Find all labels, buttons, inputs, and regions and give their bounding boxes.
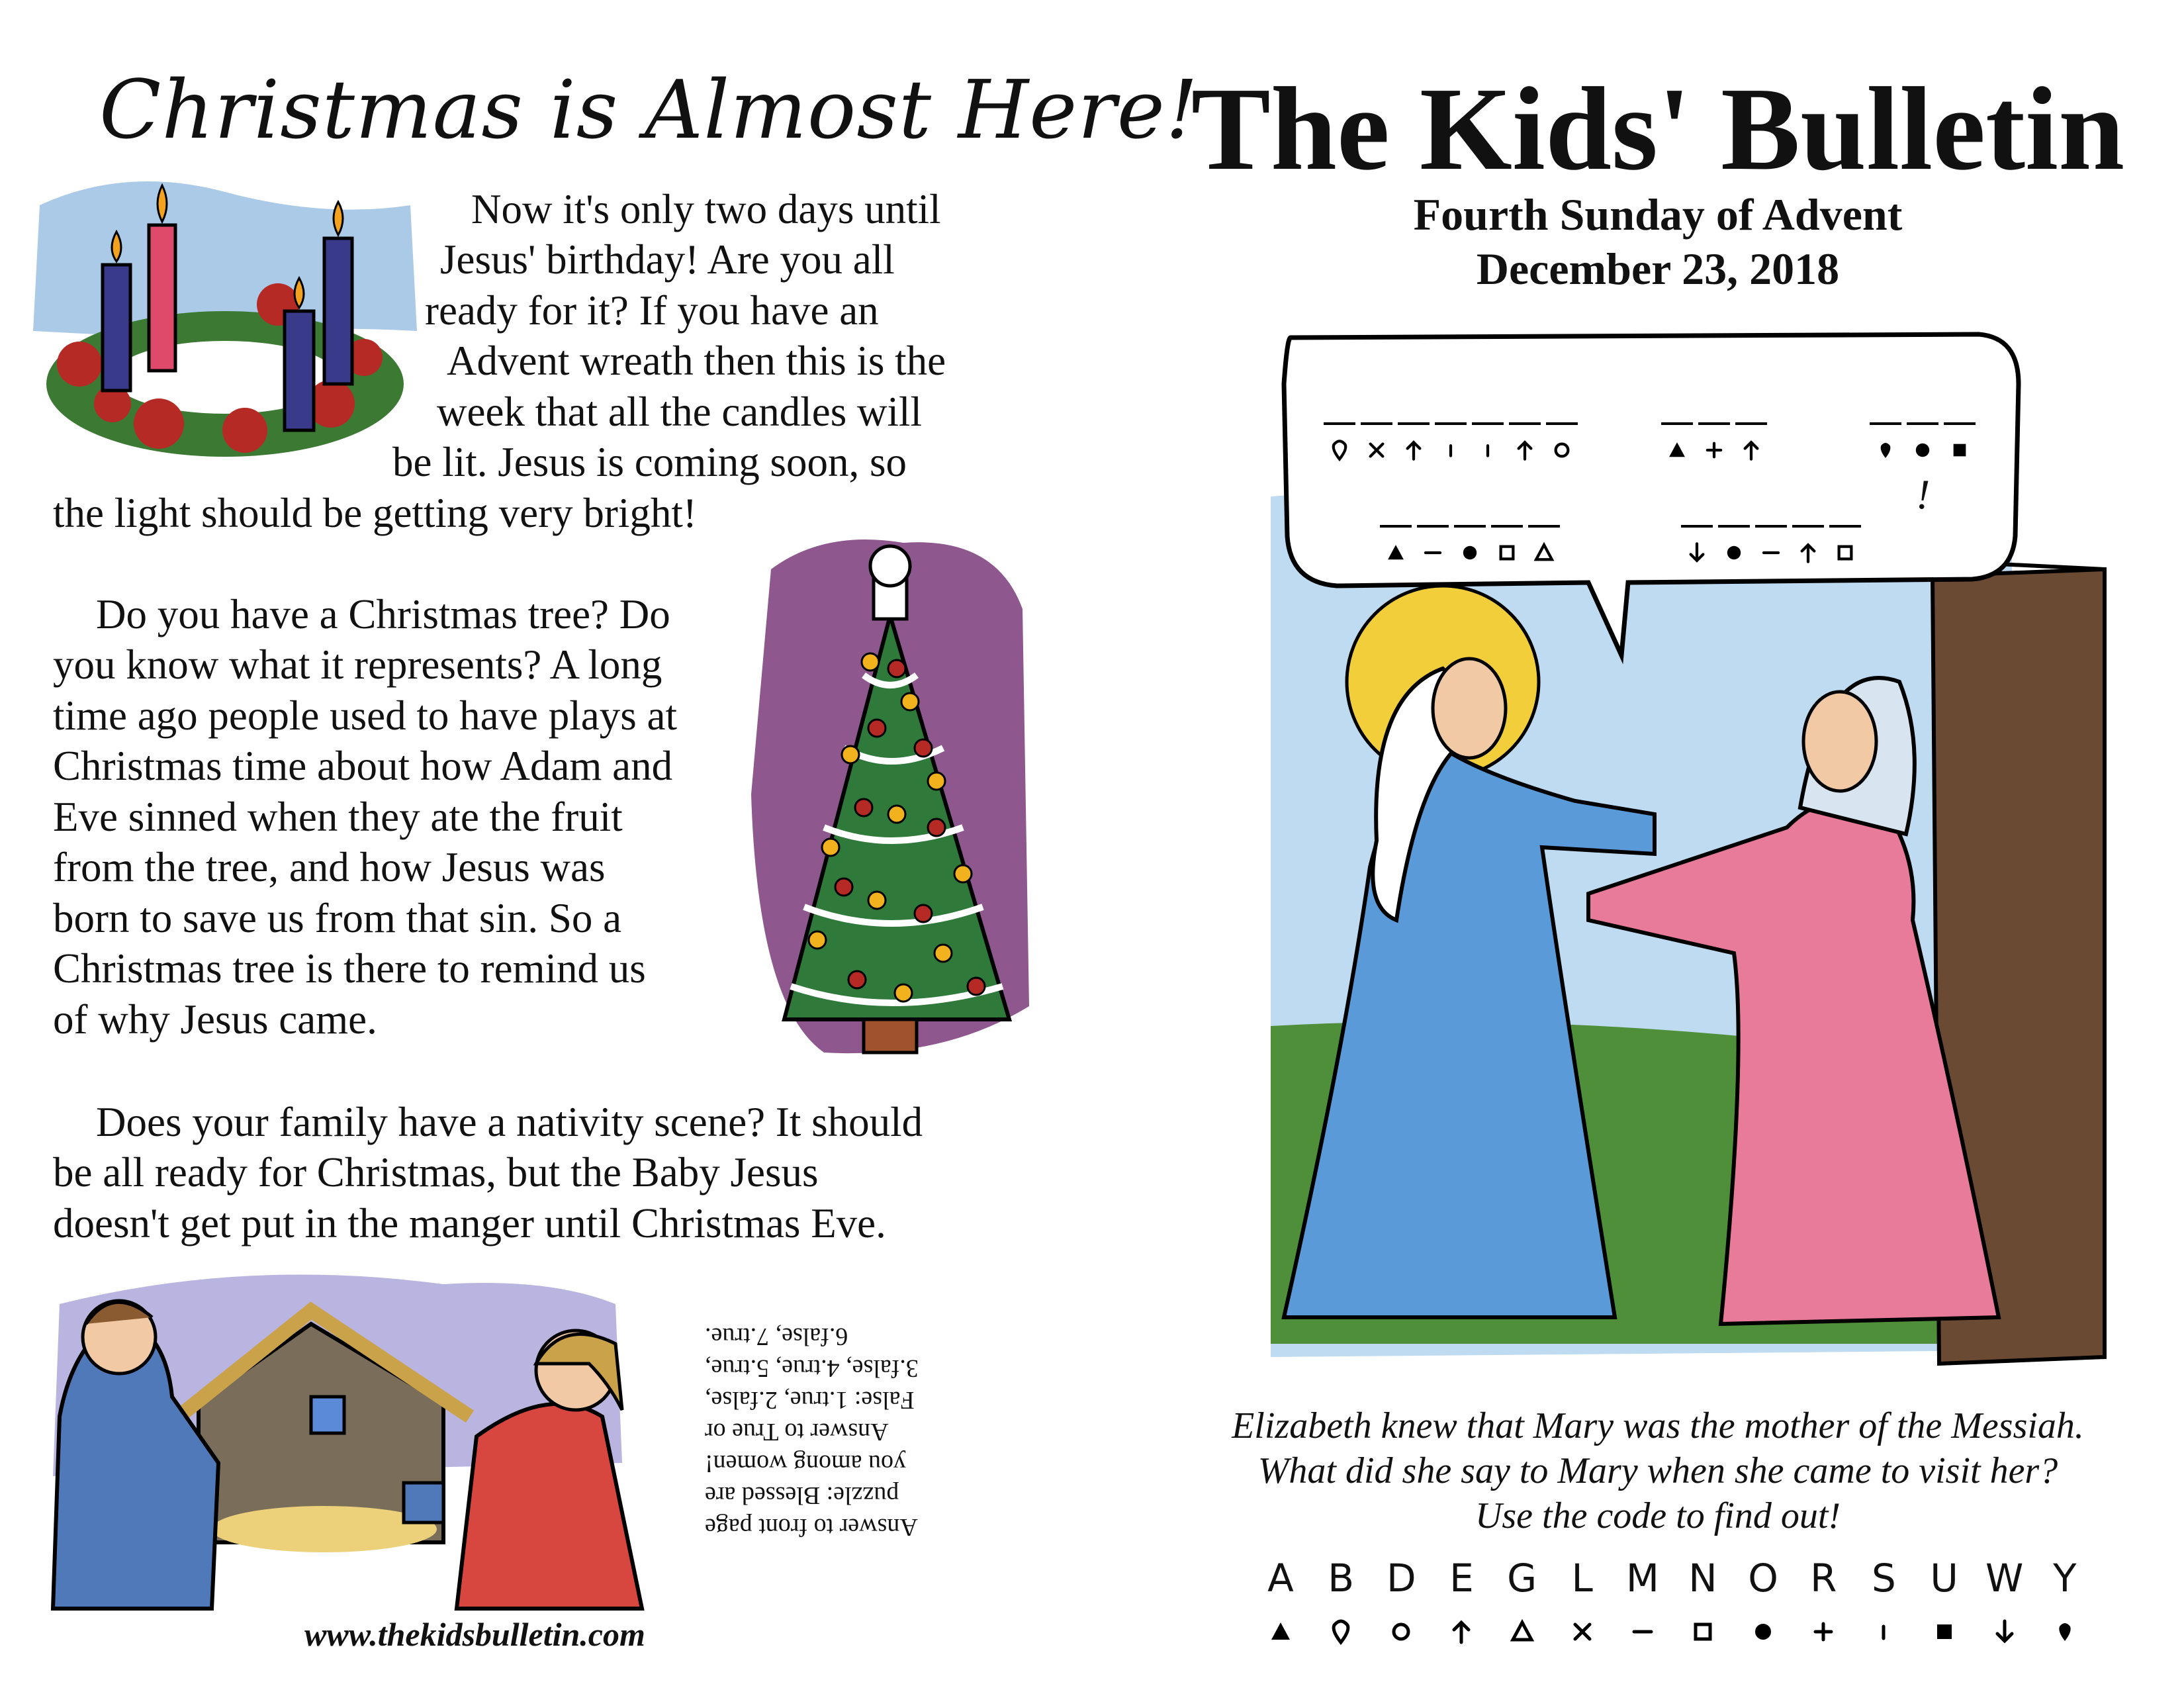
pin-outline-icon	[1334, 441, 1346, 459]
code-key-letter: G	[1507, 1556, 1537, 1601]
caption-line: What did she say to Mary when she came to visit her?	[1257, 1450, 2058, 1491]
code-key-letter: B	[1328, 1556, 1355, 1601]
square-outline-icon	[1839, 547, 1852, 559]
triangle-outline-icon	[1502, 1615, 1542, 1648]
puzzle-blank	[1735, 424, 1767, 459]
answer-line: Answer to front page	[705, 1513, 918, 1541]
circle-outline-icon	[1381, 1615, 1421, 1648]
code-key-letter: N	[1688, 1556, 1717, 1601]
code-key-letter: O	[1748, 1556, 1778, 1601]
website-url[interactable]: www.thekidsbulletin.com	[304, 1616, 645, 1653]
bulletin-title: The Kids' Bulletin	[1191, 63, 2125, 195]
arrow-up-icon	[1519, 442, 1531, 459]
code-key-letter: E	[1449, 1556, 1474, 1601]
text-line: be lit. Jesus is coming soon, so	[392, 439, 907, 485]
puzzle-blank	[1829, 526, 1861, 559]
puzzle-blank	[1528, 526, 1560, 559]
code-key-letter: M	[1625, 1556, 1659, 1601]
arrow-down-icon	[1985, 1615, 2025, 1648]
text-line: time ago people used to have plays at	[53, 692, 677, 739]
text-line: born to save us from that sin. So a	[53, 895, 622, 941]
text-line: Does your family have a nativity scene? It should	[96, 1099, 923, 1145]
puzzle-blank	[1907, 424, 1938, 457]
square-outline-icon	[1501, 547, 1514, 559]
x-mark-icon	[1563, 1615, 1602, 1648]
text-line: Christmas time about how Adam and	[53, 743, 673, 789]
puzzle-blank	[1491, 526, 1523, 559]
code-key-letter: A	[1267, 1556, 1294, 1601]
drop-filled-icon	[1881, 443, 1891, 458]
arrow-up-icon	[1802, 545, 1815, 562]
text-line: week that all the candles will	[437, 389, 922, 435]
triangle-filled-icon	[1261, 1615, 1300, 1648]
answer-line: False: 1.true, 2.false,	[705, 1386, 915, 1414]
puzzle-blank	[1324, 424, 1355, 459]
puzzle-exclamation: !	[1916, 471, 1931, 518]
arrow-up-icon	[1441, 1615, 1481, 1648]
christmas-tree-illustration	[745, 530, 1036, 1079]
puzzle-blank	[1718, 526, 1750, 559]
pin-outline-icon	[1321, 1615, 1361, 1648]
answer-line: puzzle: Blessed are	[705, 1481, 899, 1509]
code-key-letter: S	[1871, 1556, 1896, 1601]
text-line: Advent wreath then this is the	[447, 338, 946, 384]
circle-outline-icon	[1556, 444, 1569, 457]
circle-filled-icon	[1463, 546, 1477, 559]
nativity-scene-illustration	[46, 1264, 682, 1622]
square-filled-icon	[1954, 444, 1966, 457]
puzzle-blank	[1698, 424, 1730, 457]
circle-filled-icon	[1727, 546, 1741, 559]
puzzle-blank	[1454, 526, 1486, 559]
text-line: ready for it? If you have an	[425, 287, 879, 334]
code-key-letter: U	[1930, 1556, 1958, 1601]
left-page-title: Christmas is Almost Here!	[99, 63, 1199, 157]
text-line: Now it's only two days until	[471, 186, 941, 232]
square-filled-icon	[1925, 1615, 1964, 1648]
bulletin-subtitle: Fourth Sunday of Advent	[1413, 189, 1903, 240]
short-bar-icon	[1864, 1615, 1903, 1648]
text-line: Jesus' birthday! Are you all	[440, 236, 895, 283]
puzzle-blank	[1755, 526, 1787, 553]
text-line: Eve sinned when they ate the fruit	[53, 794, 623, 840]
arrow-up-icon	[1745, 442, 1758, 459]
bulletin-date: December 23, 2018	[1476, 244, 1840, 294]
code-key-letter: R	[1810, 1556, 1837, 1601]
triangle-filled-icon	[1669, 442, 1685, 457]
text-line: Christmas tree is there to remind us	[53, 945, 646, 992]
triangle-outline-icon	[1536, 545, 1552, 559]
caption-line: Elizabeth knew that Mary was the mother of the Messiah.	[1232, 1405, 2084, 1446]
answer-line: you among women!	[705, 1450, 906, 1477]
text-line: doesn't get put in the manger until Christmas Eve.	[53, 1200, 886, 1246]
answer-line: 6.false, 7.true.	[705, 1323, 848, 1350]
illustration-caption	[1165, 1403, 2151, 1538]
code-key-letter: D	[1386, 1556, 1416, 1601]
dash-icon	[1623, 1615, 1662, 1648]
text-line: you know what it represents? A long	[53, 641, 662, 688]
puzzle-blank	[1380, 526, 1412, 559]
code-key-letter: W	[1985, 1556, 2024, 1601]
arrow-up-icon	[1408, 442, 1420, 459]
upside-down-answer-key	[705, 1321, 983, 1543]
plus-icon	[1803, 1615, 1843, 1648]
code-key-symbols	[1261, 1615, 2085, 1648]
text-line: of why Jesus came.	[53, 996, 377, 1043]
puzzle-blank	[1509, 424, 1541, 459]
plus-icon	[1707, 444, 1721, 457]
code-key-letter: Y	[2053, 1556, 2077, 1601]
puzzle-blank	[1472, 424, 1504, 456]
code-puzzle-blanks	[1310, 410, 1992, 569]
arrow-down-icon	[1691, 543, 1704, 561]
circle-filled-icon	[1916, 444, 1929, 457]
puzzle-blank	[1661, 424, 1693, 457]
text-line: the light should be getting very bright!	[53, 490, 697, 536]
answer-line: Answer to True or	[705, 1418, 889, 1446]
puzzle-blank	[1870, 424, 1901, 458]
square-outline-icon	[1683, 1615, 1723, 1648]
advent-wreath-illustration	[26, 165, 424, 477]
answer-line: 3.false, 4.true, 5.true,	[705, 1354, 919, 1382]
code-key-letter: L	[1571, 1556, 1593, 1601]
text-line: be all ready for Christmas, but the Baby Jesus	[53, 1149, 819, 1196]
puzzle-blank	[1417, 526, 1449, 553]
text-line: Do you have a Christmas tree? Do	[96, 591, 670, 637]
text-line: from the tree, and how Jesus was	[53, 844, 606, 890]
x-mark-icon	[1371, 444, 1383, 457]
drop-filled-icon	[2045, 1615, 2085, 1648]
puzzle-blank	[1546, 424, 1578, 456]
code-key-letters	[1261, 1556, 2085, 1601]
puzzle-blank	[1398, 424, 1430, 459]
caption-line: Use the code to find out!	[1475, 1495, 1841, 1536]
triangle-filled-icon	[1388, 545, 1404, 559]
puzzle-blank	[1944, 424, 1976, 456]
circle-filled-icon	[1743, 1615, 1783, 1648]
puzzle-blank	[1435, 424, 1467, 456]
puzzle-blank	[1681, 526, 1713, 561]
puzzle-blank	[1361, 424, 1392, 456]
puzzle-blank	[1792, 526, 1824, 562]
